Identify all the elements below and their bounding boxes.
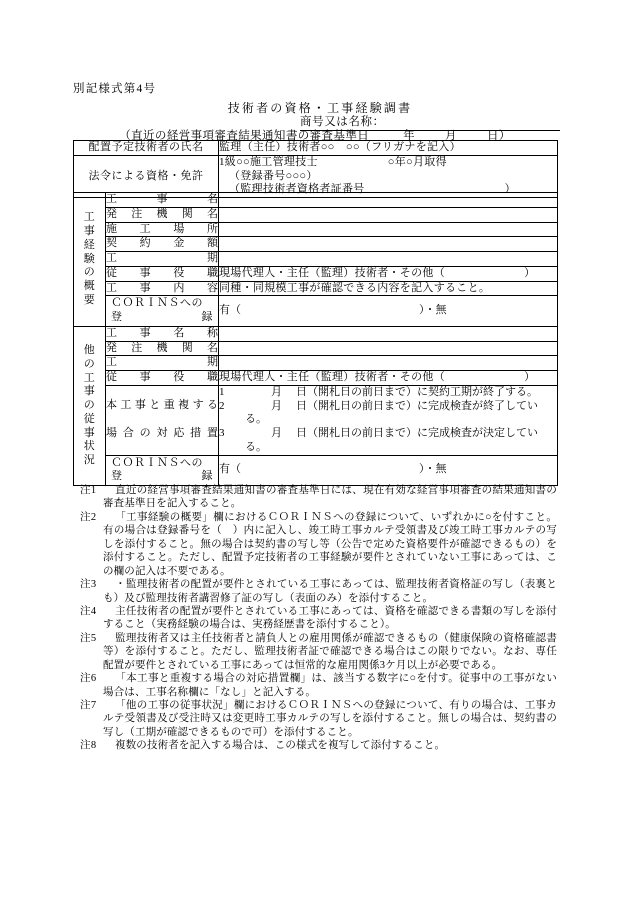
note-number: 注3 — [80, 579, 97, 591]
qualification-grade: 1級○○施工管理技士 — [219, 155, 318, 168]
table-row-measures — [74, 385, 558, 455]
row-value-work-content[interactable]: 同種・同規模工事が確認できる内容を記入すること。 — [219, 281, 558, 296]
note-number: 注6 — [80, 673, 97, 685]
note-number: 注4 — [80, 605, 97, 617]
corins-yes-option[interactable]: 有（ — [219, 463, 241, 476]
measure-month-label: 月 — [271, 385, 282, 398]
note-text — [103, 511, 557, 578]
note-text-content: 「工事経験の概要」欄におけるＣＯＲＩＮＳへの登録について、いずれかに○を付すこと。有の場合は登録番号を（ ）内に記入し、竣工時工事カルテ受領書及び竣工時工事カルテの写しを添付すること。無の場合は契約書の写し等（公告で定めた資格要件が確認できるもの）を添付すること。ただし、配置予定技術者の工事経験が要件とされていない工事にあっては、この欄の記入は不要である。 — [103, 511, 557, 577]
note-text-content: 「本工事と重複する場合の対応措置欄」は、該当する数字に○を付す。従事中の工事がない場合は、工事名称欄に「なし」と記入する。 — [103, 673, 557, 698]
table-row — [74, 296, 558, 327]
vert-char: 験 — [83, 252, 96, 265]
row-value-corins-experience[interactable] — [219, 296, 558, 327]
page-title: 技術者の資格・工事経験調書 — [227, 101, 413, 115]
vert-char: 他 — [83, 344, 96, 356]
list-item — [73, 739, 557, 752]
vert-char: の — [83, 399, 96, 411]
row-label-other-role: 従事役職 — [106, 371, 219, 386]
vert-char: 従 — [83, 412, 96, 425]
row-label-corins-experience — [106, 296, 219, 327]
list-item — [73, 605, 557, 632]
table-row — [74, 252, 558, 267]
row-value-other-period[interactable] — [219, 356, 558, 371]
table-row — [74, 266, 558, 281]
corins-no-option[interactable]: ）・無 — [419, 463, 447, 476]
measure-month-label: 月 — [271, 427, 282, 439]
engineer-name-value[interactable]: 監理（主任）技術者○○ ○○（フリガナを記入） — [219, 141, 558, 156]
row-value-overlap-measures[interactable] — [219, 385, 558, 455]
note-number: 注7 — [80, 700, 97, 711]
list-item — [73, 511, 557, 578]
vert-char: 事 — [83, 426, 96, 439]
engineer-info-table — [73, 140, 558, 198]
vert-char: の — [83, 266, 96, 279]
table-row — [74, 455, 558, 486]
row-label-contract-amount: 契約金額 — [106, 237, 219, 252]
row-label-overlap-measures — [106, 385, 219, 455]
measure-option-1[interactable] — [219, 386, 557, 400]
measure-option-3[interactable] — [219, 427, 557, 441]
vert-char: 事 — [83, 225, 96, 237]
table-row — [74, 193, 558, 208]
list-item — [73, 632, 557, 672]
corins-no-option[interactable]: ）・無 — [419, 304, 447, 317]
notes-list — [73, 484, 557, 753]
measure-day-label: 日 — [296, 399, 307, 412]
row-label-construction-site: 施工場所 — [106, 222, 219, 237]
overlap-measures-label-line1: 本工事と重複する — [106, 399, 218, 412]
qualification-line-2: （登録番号○○○） — [229, 169, 318, 182]
note-text-content: 主任技術者の配置が要件とされている工事にあっては、資格を確認できる書類の写しを添付すること（実務経験の場合は、実務経歴書を添付すること）。 — [103, 605, 557, 631]
qualification-acquired-date: ○年○月取得 — [387, 155, 447, 168]
row-value-contract-amount[interactable] — [219, 237, 558, 252]
measure-continuation: る。 — [245, 413, 267, 426]
overlap-measures-label-line2: 場合の対応措置 — [106, 427, 218, 440]
table-row — [74, 341, 558, 356]
row-label-period: 工期 — [106, 252, 219, 267]
vert-char: 概 — [83, 280, 96, 292]
year-label: 年 — [403, 130, 416, 142]
row-value-other-role[interactable]: 現場代理人・主任（監理）技術者・その他（ ） — [219, 371, 558, 386]
note-text-content: 直近の経営事項審査結果通知書の審査基準日には、現在有効な経営事項審査の結果通知書の審査基準日を記入すること。 — [103, 485, 557, 510]
table-row — [74, 207, 558, 222]
note-text-content: ・監理技術者の配置が要件とされている工事にあっては、監理技術者資格証の写し（表裏とも）及び監理技術者講習修了証の写し（表面のみ）を添付すること。 — [103, 579, 557, 604]
vert-char: の — [83, 357, 96, 370]
row-label-project-name: 工事名 — [106, 193, 219, 208]
engineer-name-label: 配置予定技術者の氏名 — [74, 141, 219, 156]
note-text — [103, 484, 557, 511]
corins-label-line2: 登録 — [111, 470, 213, 483]
certificate-number-label: （監理技術者資格者証番号 — [229, 183, 365, 196]
row-value-period[interactable] — [219, 252, 558, 267]
row-value-other-project-name[interactable] — [219, 326, 558, 341]
row-value-other-ordering-agency[interactable] — [219, 341, 558, 356]
note-number: 注5 — [80, 632, 97, 644]
vert-char: 状 — [83, 440, 96, 453]
measure-number[interactable]: 1 — [219, 385, 225, 398]
note-number: 注8 — [80, 740, 97, 752]
measure-number[interactable]: 2 — [219, 399, 225, 412]
qualification-line-1 — [219, 156, 557, 170]
row-value-ordering-agency[interactable] — [219, 207, 558, 222]
row-label-work-content: 工事内容 — [106, 281, 219, 296]
review-base-date-prefix: （直近の経営事項審査結果通知書の審査基準日 — [119, 130, 370, 142]
table-row — [74, 281, 558, 296]
vert-char: 工 — [83, 211, 96, 224]
measure-number[interactable]: 3 — [219, 427, 225, 439]
measure-month-label: 月 — [271, 399, 282, 412]
corins-yes-option[interactable]: 有（ — [219, 304, 241, 317]
note-text-content: 監理技術者又は主任技術者と請負人との雇用関係が確認できるもの（健康保険の資格確認書等）を添付すること。ただし、監理技術者証で確認できる場合はこの限りでない。なお、専任配置が要件とされている工事にあっては恒常的な雇用関係3ケ月以上が必要である。 — [103, 632, 557, 671]
vert-char: 要 — [83, 293, 96, 306]
work-experience-table — [73, 192, 558, 486]
day-label: 日） — [486, 130, 511, 142]
row-label-other-ordering-agency: 発注機関名 — [106, 341, 219, 356]
note-text-content: 「他の工事の従事状況」欄におけるＣＯＲＩＮＳへの登録について、有りの場合は、工事カルテ受領書及び受注時又は変更時工事カルテの写しを添付すること。無しの場合は、契約書の写し（工期が確認できるもので可）を添付すること。 — [103, 700, 557, 738]
company-name-label: 商号又は名称： — [300, 116, 385, 128]
corins-label-line1: ＣＯＲＩＮＳへの — [111, 456, 203, 469]
row-value-corins-other[interactable] — [219, 455, 558, 486]
list-item — [73, 672, 557, 699]
note-number: 注2 — [80, 511, 97, 523]
measure-day-label: 日 — [296, 427, 307, 439]
table-row — [74, 237, 558, 252]
month-label: 月 — [445, 130, 457, 142]
section-label-experience — [74, 193, 106, 327]
section-label-other-works — [74, 326, 106, 485]
table-row-engineer-name — [74, 141, 558, 156]
qualification-label: 法令による資格・免許 — [74, 155, 219, 197]
row-label-corins-other — [106, 455, 219, 486]
measure-text: （開札日の前日まで）に完成検査が決定してい — [307, 427, 538, 439]
row-value-project-name[interactable] — [219, 193, 558, 208]
vert-char: 事 — [83, 385, 96, 398]
row-label-ordering-agency: 発注機関名 — [106, 207, 219, 222]
note-number: 注1 — [80, 485, 97, 496]
table-row — [74, 371, 558, 386]
row-value-construction-site[interactable] — [219, 222, 558, 237]
corins-label-line2: 登録 — [111, 311, 213, 323]
row-label-role: 従事役職 — [106, 266, 219, 281]
form-number: 別記様式第4号 — [73, 83, 157, 95]
certificate-number-close: ） — [504, 183, 516, 196]
measure-continuation: る。 — [245, 440, 267, 453]
table-row — [74, 222, 558, 237]
note-text — [103, 739, 557, 752]
note-text-content: 複数の技術者を記入する場合は、この様式を複写して添付すること。 — [115, 740, 446, 752]
note-text — [103, 632, 557, 672]
row-value-role[interactable]: 現場代理人・主任（監理）技術者・その他（ ） — [219, 266, 558, 281]
list-item — [73, 484, 557, 511]
list-item — [73, 699, 557, 739]
corins-label-line1: ＣＯＲＩＮＳへの — [111, 297, 203, 310]
list-item — [73, 578, 557, 605]
row-label-other-project-name: 工事名称 — [106, 326, 219, 341]
measure-text: （開札日の前日まで）に契約工期が終了する。 — [307, 385, 538, 398]
note-text — [103, 605, 557, 632]
vert-char: 経 — [83, 238, 96, 251]
note-text — [103, 699, 557, 739]
note-text — [103, 578, 557, 605]
vert-char: 況 — [83, 454, 96, 466]
row-label-other-period: 工期 — [106, 356, 219, 371]
vert-char: 工 — [83, 371, 96, 384]
measure-option-2[interactable] — [219, 400, 557, 414]
measure-text: （開札日の前日まで）に完成検査が終了してい — [307, 399, 538, 412]
table-row — [74, 326, 558, 341]
note-text — [103, 672, 557, 699]
table-row — [74, 356, 558, 371]
measure-day-label: 日 — [296, 385, 307, 398]
